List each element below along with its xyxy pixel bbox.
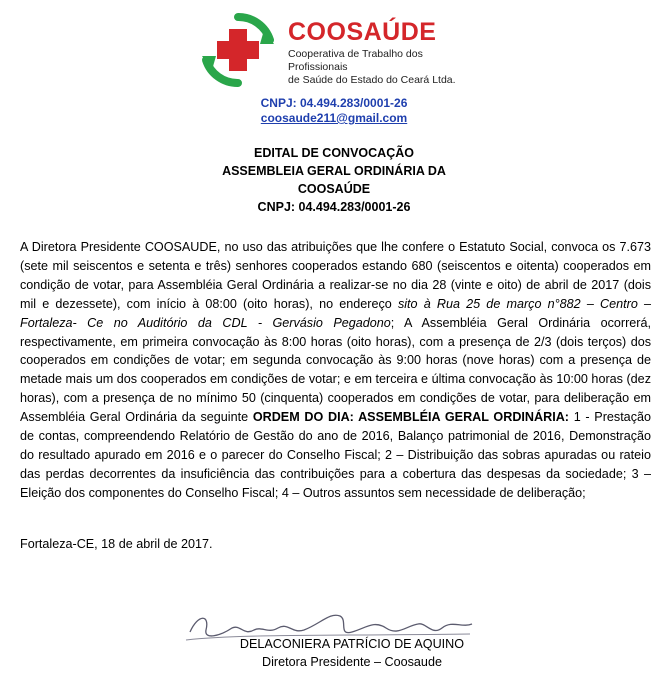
convocation-paragraph [20, 238, 651, 503]
title-line3: COOSAÚDE [297, 182, 371, 196]
brand-subtitle [288, 48, 468, 87]
paragraph-intro: A Diretora Presidente COOSAUDE, no uso das atribuições que lhe confere o Estatuto Social, convoca os 7.673 (sete mil seiscentos e setenta e três) senhores cooperados estando 680 (seiscentos e oitenta) cooperados em condição de votar, para Assembléia Geral Ordinária a realizar-se no dia 28 (vinte e oito) de abril de 2017 (dois mil e dezessete), com início à 08:00 (oito horas), no endereço [20, 240, 651, 311]
meeting-address: sito à Rua 25 de março n°882 – Centro – Fortaleza- Ce no Auditório da CDL - Gervásio Pegadono [20, 296, 651, 330]
title-line1: EDITAL DE CONVOCAÇÃO [254, 146, 414, 160]
agenda-items: 1 - Prestação de contas, compreendendo Relatório de Gestão do ano de 2016, Balanço patrimonial de 2016, Demonstração do resultado apurado em 2016 e o parecer do Conselho Fiscal; 2 – Distribuição das sobras apuradas ou rateio das perdas decorrentes da insuficiência das contribuições para a cobertura das despesas da sociedade; 3 – Eleição dos componentes do Conselho Fiscal; 4 – Outros assuntos sem necessidade de deliberação; [20, 410, 651, 500]
brand-subtitle-line2: de Saúde do Estado do Ceará Ltda. [288, 74, 456, 86]
title-line2: ASSEMBLEIA GERAL ORDINÁRIA DA [222, 164, 446, 178]
email-link[interactable]: coosaude211@gmail.com [260, 111, 408, 125]
brand-subtitle-line1: Cooperativa de Trabalho dos Profissionais [288, 48, 423, 73]
signatory-role: Diretora Presidente – Coosaude [262, 655, 442, 669]
brand-name: COOSAÚDE [288, 18, 437, 46]
agenda-label: ORDEM DO DIA: ASSEMBLÉIA GERAL ORDINÁRIA: [252, 410, 569, 425]
paragraph-quorum: ; A Assembléia Geral Ordinária ocorrerá, respectivamente, em primeira convocação às 8:00 horas (oito horas), com a presença de 2/3 (dois terços) dos cooperados em condições de votar; em segunda convocação às 9:00 horas (nove horas) com a presença de metade mais um dos cooperados em condições de votar; e em terceira e última convocação às 10:00 horas (dez horas), com a presença de no mínimo 50 (cinquenta) cooperados em condições de votar, para deliberação em Assembléia Geral Ordinária da seguinte [20, 315, 651, 425]
title-cnpj: CNPJ: 04.494.283/0001-26 [257, 200, 411, 214]
header-cnpj: CNPJ: 04.494.283/0001-26 [260, 96, 408, 110]
medical-cross-icon [200, 12, 276, 88]
dateline: Fortaleza-CE, 18 de abril de 2017. [20, 537, 213, 551]
signatory-name: DELACONIERA PATRÍCIO DE AQUINO [239, 637, 465, 651]
